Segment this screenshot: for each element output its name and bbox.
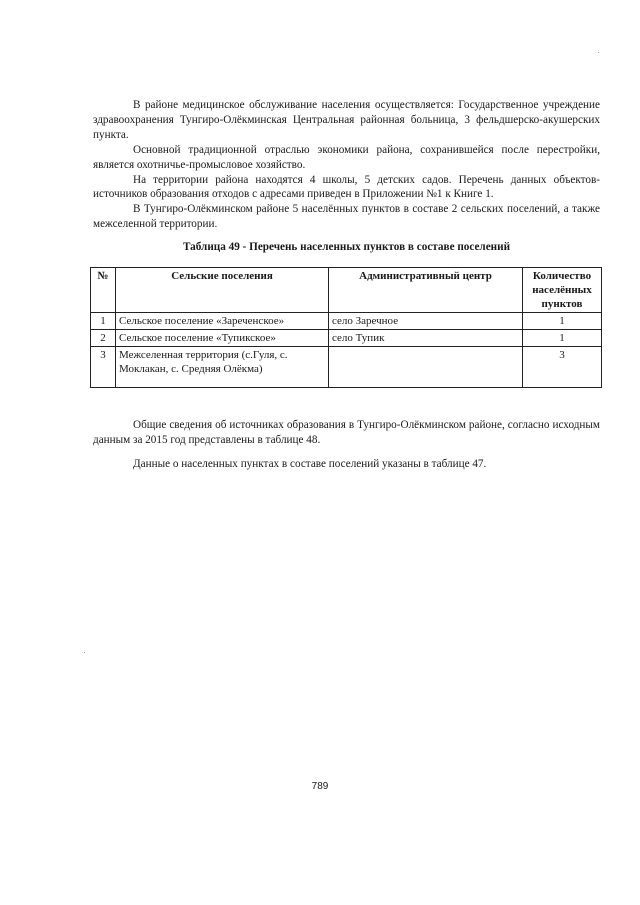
paragraph-reference: Данные о населенных пунктах в составе поселений указаны в таблице 47. bbox=[133, 457, 487, 470]
page-number: 789 bbox=[311, 781, 329, 792]
cell-center bbox=[329, 347, 523, 388]
header-num: № bbox=[91, 268, 116, 313]
header-settlement: Сельские поселения bbox=[116, 268, 329, 313]
cell-num: 2 bbox=[91, 330, 116, 347]
intro-text bbox=[93, 98, 600, 232]
paragraph-medical: В районе медицинское обслуживание населения осуществляется: Государственное учреждение здравоохранения Тунгиро-Олёкминская Центральная районная больница, 3 фельдшерско-акушерских пункта. bbox=[93, 99, 600, 141]
cell-num: 3 bbox=[91, 347, 116, 388]
header-count: Количество населённых пунктов bbox=[523, 268, 602, 313]
cell-num: 1 bbox=[91, 313, 116, 330]
settlements-table bbox=[90, 267, 602, 388]
paragraph-schools: На территории района находятся 4 школы, 5 детских садов. Перечень данных объектов-источников образования отходов с адресами приведен в Приложении №1 к Книге 1. bbox=[93, 173, 600, 201]
cell-settlement: Сельское поселение «Тупикское» bbox=[116, 330, 329, 347]
table-row bbox=[91, 330, 602, 347]
cell-count: 1 bbox=[523, 330, 602, 347]
header-center: Административный центр bbox=[329, 268, 523, 313]
cell-count: 3 bbox=[523, 347, 602, 388]
table-row bbox=[91, 313, 602, 330]
cell-count: 1 bbox=[523, 313, 602, 330]
scan-speck bbox=[598, 52, 599, 53]
cell-center: село Тупик bbox=[329, 330, 523, 347]
paragraph-sources: Общие сведения об источниках образования в Тунгиро-Олёкминском районе, согласно исходным данным за 2015 год представлены в таблице 48. bbox=[93, 419, 600, 446]
paragraph-economy: Основной традиционной отраслью экономики района, сохранившейся после перестройки, является охотничье-промысловое хозяйство. bbox=[93, 143, 600, 171]
cell-settlement: Сельское поселение «Зареченское» bbox=[116, 313, 329, 330]
table-row bbox=[91, 347, 602, 388]
cell-center: село Заречное bbox=[329, 313, 523, 330]
table-header-row bbox=[91, 268, 602, 313]
table-title: Таблица 49 - Перечень населенных пунктов в составе поселений bbox=[182, 241, 511, 253]
cell-settlement: Межселенная территория (с.Гуля, с. Моклакан, с. Средняя Олёкма) bbox=[116, 347, 329, 388]
scan-speck bbox=[84, 652, 85, 653]
summary-text bbox=[93, 418, 600, 481]
paragraph-settlements: В Тунгиро-Олёкминском районе 5 населённых пунктов в составе 2 сельских поселений, а также межселенной территории. bbox=[93, 203, 600, 231]
